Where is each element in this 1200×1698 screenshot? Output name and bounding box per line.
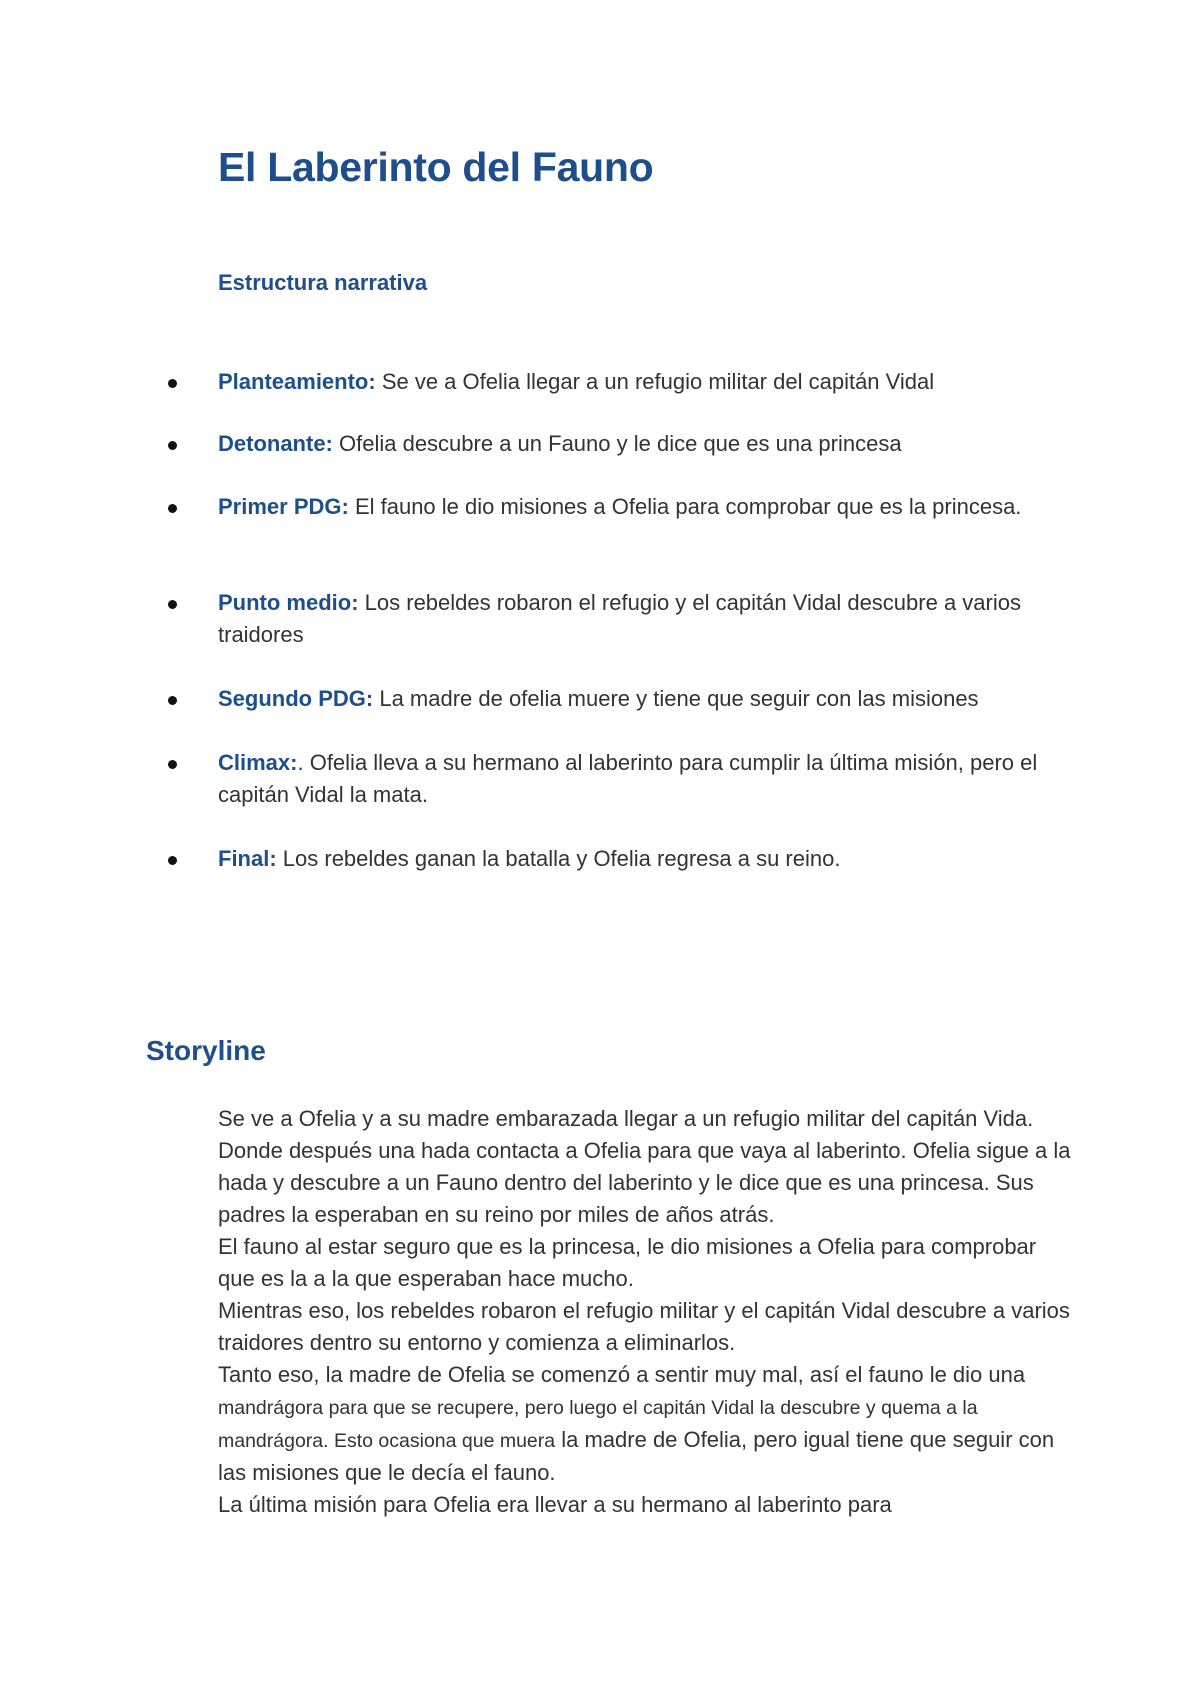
storyline-text: Tanto eso, la madre de Ofelia se comenzó a sentir muy mal, así el fauno le dio una xyxy=(218,1362,1026,1387)
item-text: Ofelia descubre a un Fauno y le dice que es una princesa xyxy=(332,431,902,456)
bullet-icon xyxy=(168,600,177,609)
item-text: Los rebeldes ganan la batalla y Ofelia regresa a su reino. xyxy=(276,846,841,871)
storyline-paragraph: Se ve a Ofelia y a su madre embarazada llegar a un refugio militar del capitán Vida. Donde después una hada contacta a Ofelia para que vaya al laberinto. Ofelia sigue a la hada y descubre a un Fauno dentro del laberinto y le dice que es una princesa. Sus padres la esperaban en su reino por miles de años atrás. xyxy=(218,1106,1071,1227)
item-text: Los rebeldes robaron el refugio y el capitán Vidal descubre a varios traidores xyxy=(218,590,1021,647)
item-term: Segundo PDG: xyxy=(218,686,374,711)
item-text: Se ve a Ofelia llegar a un refugio militar del capitán Vidal xyxy=(375,369,935,394)
item-term: Punto medio: xyxy=(218,590,359,615)
item-text: El fauno le dio misiones a Ofelia para comprobar que es la princesa. xyxy=(348,494,1022,519)
storyline-paragraph: La última misión para Ofelia era llevar a su hermano al laberinto para xyxy=(218,1492,892,1517)
item-term: Planteamiento: xyxy=(218,369,376,394)
item-term: Climax: xyxy=(218,750,298,775)
item-term: Final: xyxy=(218,846,277,871)
item-term: Primer PDG: xyxy=(218,494,349,519)
item-text: La madre de ofelia muere y tiene que seguir con las misiones xyxy=(373,686,979,711)
bullet-icon xyxy=(168,441,177,450)
bullet-icon xyxy=(168,760,177,769)
list-item xyxy=(218,491,1068,523)
storyline-paragraph: Mientras eso, los rebeldes robaron el refugio militar y el capitán Vidal descubre a varios traidores dentro su entorno y comienza a eliminarlos. xyxy=(218,1298,1070,1355)
bullet-icon xyxy=(168,696,177,705)
storyline-heading: Storyline xyxy=(146,1035,266,1066)
storyline-paragraph xyxy=(218,1359,1078,1489)
list-item xyxy=(218,747,1068,811)
bullet-icon xyxy=(168,379,177,388)
item-text: . Ofelia lleva a su hermano al laberinto para cumplir la última misión, pero el capitán Vidal la mata. xyxy=(218,750,1038,807)
storyline-body xyxy=(218,1103,1078,1521)
list-item xyxy=(218,587,1068,651)
item-term: Detonante: xyxy=(218,431,333,456)
list-item xyxy=(218,428,1068,460)
bullet-icon xyxy=(168,504,177,513)
storyline-text-small: mandrágora para que se recupere, pero luego el capitán Vidal la descubre y quema a la mandrágora. Esto ocasiona que muera xyxy=(218,1397,978,1452)
document-title: El Laberinto del Fauno xyxy=(218,144,654,190)
storyline-text: la madre de Ofelia, pero igual tiene que seguir con las misiones que le decía el fauno. xyxy=(218,1427,1055,1485)
bullet-icon xyxy=(168,856,177,865)
section-subtitle: Estructura narrativa xyxy=(218,270,428,295)
list-item xyxy=(218,366,1068,398)
list-item xyxy=(218,843,1068,875)
storyline-paragraph: El fauno al estar seguro que es la princesa, le dio misiones a Ofelia para comprobar que es la a la que esperaban hace mucho. xyxy=(218,1234,1037,1291)
list-item xyxy=(218,683,1068,715)
